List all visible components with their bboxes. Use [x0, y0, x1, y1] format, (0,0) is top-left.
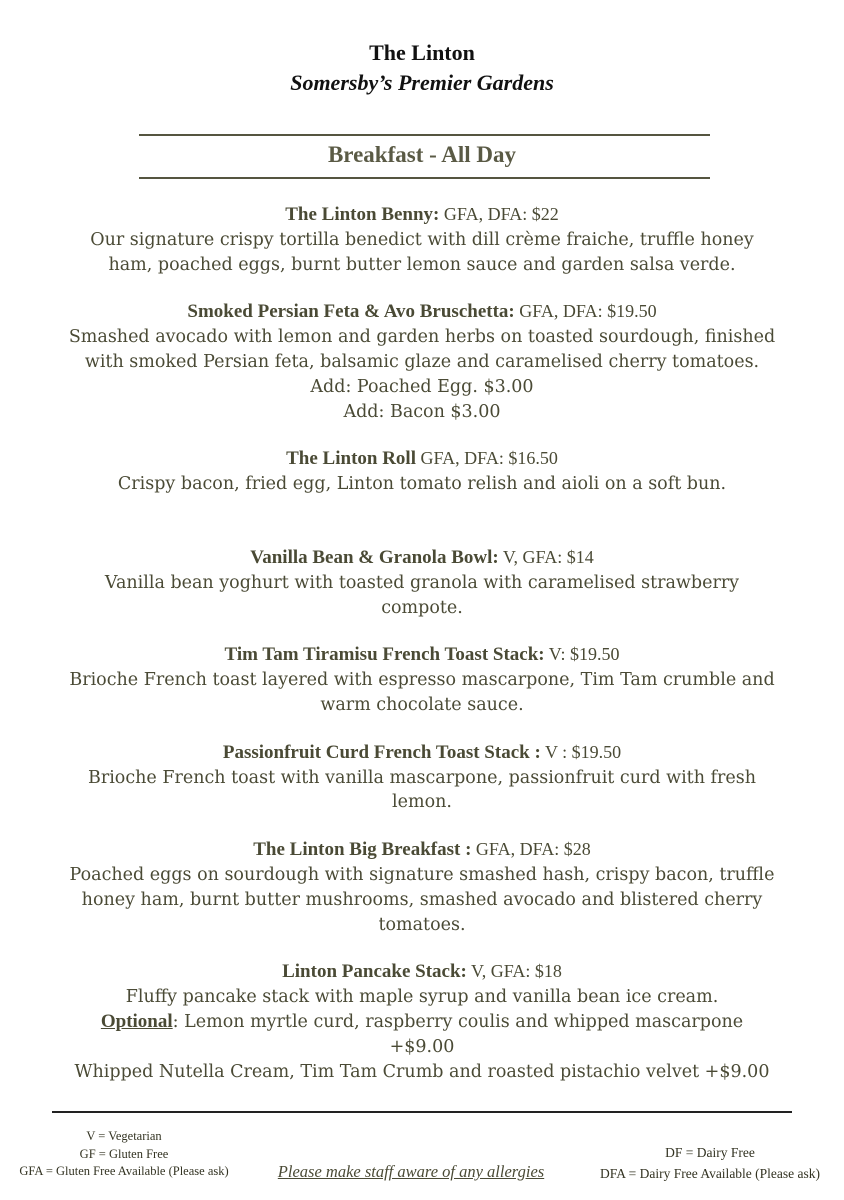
item-description: ham, poached eggs, burnt butter lemon sauce and garden salsa verde.	[108, 254, 736, 275]
item-description: tomatoes.	[378, 914, 466, 935]
legend-entry: DFA = Dairy Free Available (Please ask)	[599, 1166, 821, 1181]
item-optional	[0, 1010, 844, 1035]
optional-text: : Lemon myrtle curd, raspberry coulis and whipped mascarpone	[172, 1011, 744, 1032]
item-description: Vanilla bean yoghurt with toasted granola with caramelised strawberry	[104, 572, 740, 593]
section-bottom-divider	[139, 177, 710, 179]
dietary-legend-left	[10, 1128, 238, 1181]
item-price: GFA, DFA: $19.50	[514, 301, 657, 322]
optional-price: +$9.00	[389, 1036, 455, 1057]
menu-item	[0, 959, 844, 1084]
legend-entry: GF = Gluten Free	[79, 1146, 169, 1161]
item-name: Passionfruit Curd French Toast Stack :	[222, 741, 541, 763]
item-price: GFA, DFA: $16.50	[416, 448, 558, 469]
item-name: The Linton Benny:	[285, 204, 440, 225]
item-price: V, GFA: $14	[498, 546, 594, 567]
item-name: Linton Pancake Stack:	[282, 961, 467, 983]
item-description: Brioche French toast with vanilla mascarpone, passionfruit curd with fresh	[87, 767, 757, 788]
optional-label: Optional	[100, 1010, 173, 1032]
section-top-divider	[139, 134, 710, 136]
item-addon: Add: Poached Egg. $3.00	[310, 376, 534, 397]
item-name: The Linton Big Breakfast :	[253, 839, 472, 861]
menu-item	[0, 299, 844, 424]
item-price: V : $19.50	[540, 741, 622, 762]
legend-entry: V = Vegetarian	[86, 1129, 162, 1143]
legend-entry: GFA = Gluten Free Available (Please ask)	[19, 1164, 229, 1178]
item-description: Smashed avocado with lemon and garden herbs on toasted sourdough, finished	[68, 327, 776, 348]
item-addon: Add: Bacon $3.00	[343, 401, 501, 422]
allergy-notice: Please make staff aware of any allergies	[277, 1162, 545, 1181]
item-description: warm chocolate sauce.	[320, 694, 524, 715]
item-addon: Whipped Nutella Cream, Tim Tam Crumb and roasted pistachio velvet +$9.00	[74, 1061, 770, 1082]
item-description: Poached eggs on sourdough with signature smashed hash, crispy bacon, truffle	[69, 864, 775, 885]
item-description: honey ham, burnt butter mushrooms, smashed avocado and blistered cherry	[81, 889, 763, 910]
section-title: Breakfast - All Day	[327, 142, 517, 167]
menu-items	[0, 202, 844, 1106]
menu-header	[0, 0, 844, 98]
item-description: lemon.	[392, 792, 452, 813]
restaurant-name: The Linton	[369, 40, 475, 65]
footer-divider	[52, 1111, 792, 1113]
item-description: Brioche French toast layered with espresso mascarpone, Tim Tam crumble and	[69, 670, 775, 691]
menu-item	[0, 642, 844, 717]
item-price: V, GFA: $18	[466, 961, 562, 982]
menu-item	[0, 740, 844, 815]
item-description: with smoked Persian feta, balsamic glaze and caramelised cherry tomatoes.	[84, 351, 760, 372]
item-description: Fluffy pancake stack with maple syrup and vanilla bean ice cream.	[125, 987, 719, 1008]
item-description: compote.	[381, 597, 463, 618]
legend-entry: DF = Dairy Free	[665, 1145, 755, 1160]
menu-item	[0, 446, 844, 497]
dietary-legend-right	[582, 1142, 838, 1184]
item-name: Tim Tam Tiramisu French Toast Stack:	[224, 644, 545, 666]
item-description: Crispy bacon, fried egg, Linton tomato relish and aioli on a soft bun.	[117, 474, 727, 495]
menu-item	[0, 837, 844, 937]
item-name: Smoked Persian Feta & Avo Bruschetta:	[187, 301, 515, 323]
item-description: Our signature crispy tortilla benedict with dill crème fraiche, truffle honey	[90, 229, 754, 250]
item-price: V: $19.50	[544, 644, 620, 665]
menu-item	[0, 545, 844, 620]
item-price: GFA, DFA: $22	[439, 204, 559, 224]
menu-item	[0, 202, 844, 277]
item-name: The Linton Roll	[286, 448, 416, 470]
restaurant-tagline: Somersby’s Premier Gardens	[290, 70, 554, 95]
item-name: Vanilla Bean & Granola Bowl:	[250, 546, 499, 568]
item-price: GFA, DFA: $28	[471, 839, 591, 860]
